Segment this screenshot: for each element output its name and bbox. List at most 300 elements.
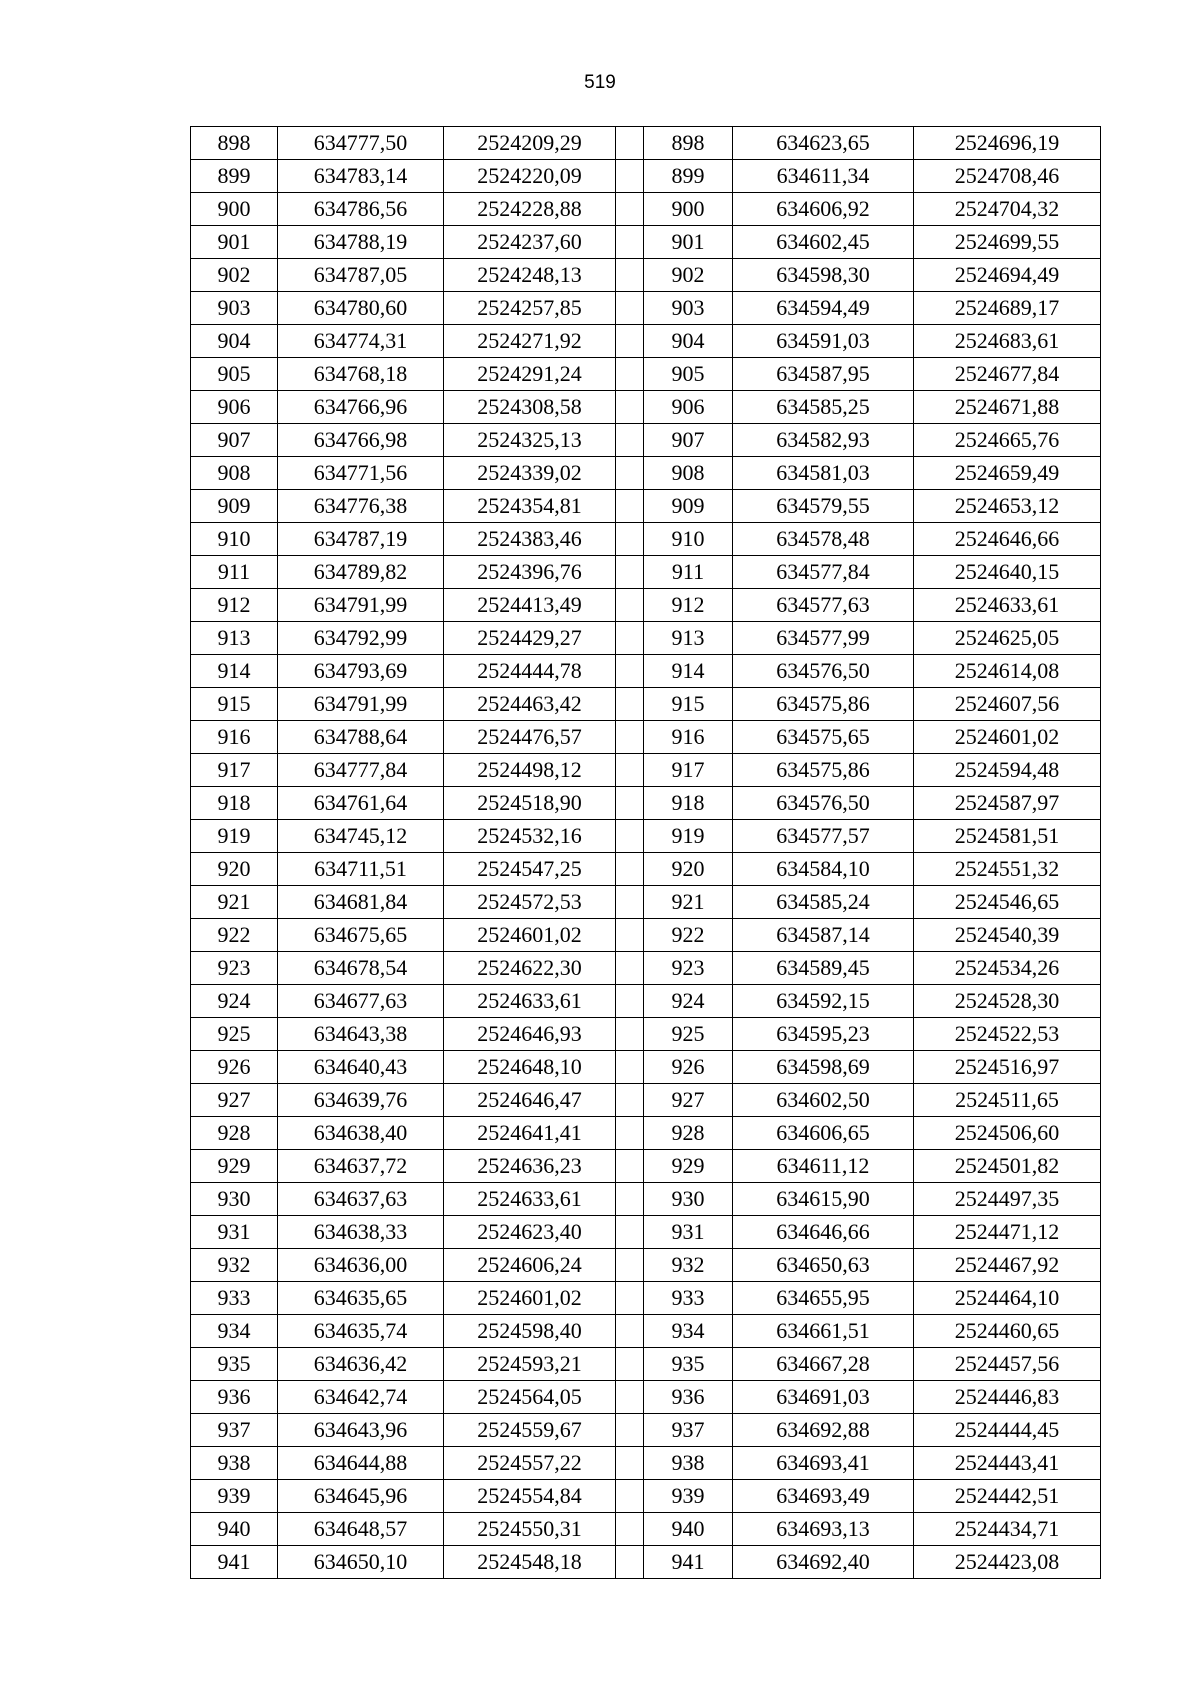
separator-cell — [616, 1414, 644, 1447]
left-point-number-cell: 916 — [191, 721, 278, 754]
left-y-coordinate-cell: 2524559,67 — [444, 1414, 616, 1447]
left-x-coordinate-cell: 634638,40 — [278, 1117, 444, 1150]
left-x-coordinate-cell: 634711,51 — [278, 853, 444, 886]
right-point-number-cell: 905 — [644, 358, 733, 391]
right-x-coordinate-cell: 634692,88 — [733, 1414, 914, 1447]
left-point-number-cell: 917 — [191, 754, 278, 787]
right-point-number-cell: 932 — [644, 1249, 733, 1282]
left-x-coordinate-cell: 634677,63 — [278, 985, 444, 1018]
separator-cell — [616, 1051, 644, 1084]
right-point-number-cell: 923 — [644, 952, 733, 985]
table-row — [191, 1150, 1101, 1183]
separator-cell — [616, 193, 644, 226]
right-point-number-cell: 907 — [644, 424, 733, 457]
right-x-coordinate-cell: 634592,15 — [733, 985, 914, 1018]
left-x-coordinate-cell: 634787,05 — [278, 259, 444, 292]
left-y-coordinate-cell: 2524325,13 — [444, 424, 616, 457]
right-point-number-cell: 911 — [644, 556, 733, 589]
separator-cell — [616, 1315, 644, 1348]
separator-cell — [616, 1084, 644, 1117]
right-point-number-cell: 901 — [644, 226, 733, 259]
right-y-coordinate-cell: 2524497,35 — [914, 1183, 1101, 1216]
left-y-coordinate-cell: 2524547,25 — [444, 853, 616, 886]
right-point-number-cell: 900 — [644, 193, 733, 226]
right-y-coordinate-cell: 2524540,39 — [914, 919, 1101, 952]
table-row — [191, 193, 1101, 226]
right-point-number-cell: 903 — [644, 292, 733, 325]
right-x-coordinate-cell: 634598,30 — [733, 259, 914, 292]
right-x-coordinate-cell: 634606,92 — [733, 193, 914, 226]
left-point-number-cell: 932 — [191, 1249, 278, 1282]
separator-cell — [616, 1183, 644, 1216]
right-point-number-cell: 937 — [644, 1414, 733, 1447]
separator-cell — [616, 424, 644, 457]
left-point-number-cell: 928 — [191, 1117, 278, 1150]
separator-cell — [616, 985, 644, 1018]
right-x-coordinate-cell: 634611,12 — [733, 1150, 914, 1183]
left-point-number-cell: 931 — [191, 1216, 278, 1249]
separator-cell — [616, 754, 644, 787]
right-x-coordinate-cell: 634575,86 — [733, 754, 914, 787]
left-x-coordinate-cell: 634640,43 — [278, 1051, 444, 1084]
left-y-coordinate-cell: 2524383,46 — [444, 523, 616, 556]
left-y-coordinate-cell: 2524646,93 — [444, 1018, 616, 1051]
right-y-coordinate-cell: 2524516,97 — [914, 1051, 1101, 1084]
right-x-coordinate-cell: 634611,34 — [733, 160, 914, 193]
left-x-coordinate-cell: 634650,10 — [278, 1546, 444, 1579]
left-point-number-cell: 913 — [191, 622, 278, 655]
left-y-coordinate-cell: 2524532,16 — [444, 820, 616, 853]
right-x-coordinate-cell: 634577,57 — [733, 820, 914, 853]
left-point-number-cell: 935 — [191, 1348, 278, 1381]
left-y-coordinate-cell: 2524339,02 — [444, 457, 616, 490]
table-row — [191, 655, 1101, 688]
right-y-coordinate-cell: 2524689,17 — [914, 292, 1101, 325]
left-y-coordinate-cell: 2524271,92 — [444, 325, 616, 358]
right-x-coordinate-cell: 634692,40 — [733, 1546, 914, 1579]
right-x-coordinate-cell: 634691,03 — [733, 1381, 914, 1414]
table-row — [191, 391, 1101, 424]
right-y-coordinate-cell: 2524653,12 — [914, 490, 1101, 523]
table-row — [191, 1117, 1101, 1150]
right-y-coordinate-cell: 2524594,48 — [914, 754, 1101, 787]
left-y-coordinate-cell: 2524444,78 — [444, 655, 616, 688]
left-y-coordinate-cell: 2524646,47 — [444, 1084, 616, 1117]
table-row — [191, 1051, 1101, 1084]
left-x-coordinate-cell: 634745,12 — [278, 820, 444, 853]
table-row — [191, 1381, 1101, 1414]
left-y-coordinate-cell: 2524622,30 — [444, 952, 616, 985]
right-x-coordinate-cell: 634594,49 — [733, 292, 914, 325]
left-x-coordinate-cell: 634678,54 — [278, 952, 444, 985]
left-x-coordinate-cell: 634635,74 — [278, 1315, 444, 1348]
right-y-coordinate-cell: 2524704,32 — [914, 193, 1101, 226]
table-row — [191, 1282, 1101, 1315]
right-x-coordinate-cell: 634589,45 — [733, 952, 914, 985]
left-point-number-cell: 934 — [191, 1315, 278, 1348]
left-point-number-cell: 930 — [191, 1183, 278, 1216]
left-point-number-cell: 905 — [191, 358, 278, 391]
left-y-coordinate-cell: 2524606,24 — [444, 1249, 616, 1282]
right-y-coordinate-cell: 2524467,92 — [914, 1249, 1101, 1282]
right-y-coordinate-cell: 2524683,61 — [914, 325, 1101, 358]
right-y-coordinate-cell: 2524534,26 — [914, 952, 1101, 985]
left-y-coordinate-cell: 2524633,61 — [444, 985, 616, 1018]
left-x-coordinate-cell: 634792,99 — [278, 622, 444, 655]
right-y-coordinate-cell: 2524551,32 — [914, 853, 1101, 886]
right-y-coordinate-cell: 2524464,10 — [914, 1282, 1101, 1315]
left-y-coordinate-cell: 2524572,53 — [444, 886, 616, 919]
right-x-coordinate-cell: 634579,55 — [733, 490, 914, 523]
right-y-coordinate-cell: 2524625,05 — [914, 622, 1101, 655]
left-x-coordinate-cell: 634675,65 — [278, 919, 444, 952]
left-x-coordinate-cell: 634788,19 — [278, 226, 444, 259]
left-x-coordinate-cell: 634643,96 — [278, 1414, 444, 1447]
separator-cell — [616, 127, 644, 160]
left-point-number-cell: 940 — [191, 1513, 278, 1546]
left-x-coordinate-cell: 634635,65 — [278, 1282, 444, 1315]
right-y-coordinate-cell: 2524511,65 — [914, 1084, 1101, 1117]
table-row — [191, 1546, 1101, 1579]
left-y-coordinate-cell: 2524518,90 — [444, 787, 616, 820]
right-x-coordinate-cell: 634606,65 — [733, 1117, 914, 1150]
left-y-coordinate-cell: 2524354,81 — [444, 490, 616, 523]
table-row — [191, 886, 1101, 919]
left-y-coordinate-cell: 2524209,29 — [444, 127, 616, 160]
left-point-number-cell: 901 — [191, 226, 278, 259]
left-x-coordinate-cell: 634644,88 — [278, 1447, 444, 1480]
right-y-coordinate-cell: 2524659,49 — [914, 457, 1101, 490]
separator-cell — [616, 622, 644, 655]
right-x-coordinate-cell: 634602,50 — [733, 1084, 914, 1117]
separator-cell — [616, 1513, 644, 1546]
separator-cell — [616, 1150, 644, 1183]
left-y-coordinate-cell: 2524257,85 — [444, 292, 616, 325]
table-row — [191, 325, 1101, 358]
right-x-coordinate-cell: 634693,49 — [733, 1480, 914, 1513]
left-x-coordinate-cell: 634788,64 — [278, 721, 444, 754]
left-y-coordinate-cell: 2524308,58 — [444, 391, 616, 424]
left-point-number-cell: 898 — [191, 127, 278, 160]
separator-cell — [616, 1546, 644, 1579]
right-y-coordinate-cell: 2524708,46 — [914, 160, 1101, 193]
left-x-coordinate-cell: 634681,84 — [278, 886, 444, 919]
separator-cell — [616, 1018, 644, 1051]
right-point-number-cell: 938 — [644, 1447, 733, 1480]
left-y-coordinate-cell: 2524548,18 — [444, 1546, 616, 1579]
left-x-coordinate-cell: 634766,96 — [278, 391, 444, 424]
right-x-coordinate-cell: 634587,14 — [733, 919, 914, 952]
left-x-coordinate-cell: 634636,00 — [278, 1249, 444, 1282]
right-point-number-cell: 904 — [644, 325, 733, 358]
right-x-coordinate-cell: 634595,23 — [733, 1018, 914, 1051]
left-point-number-cell: 920 — [191, 853, 278, 886]
page-number: 519 — [584, 72, 616, 93]
left-point-number-cell: 906 — [191, 391, 278, 424]
left-point-number-cell: 912 — [191, 589, 278, 622]
left-y-coordinate-cell: 2524550,31 — [444, 1513, 616, 1546]
left-point-number-cell: 918 — [191, 787, 278, 820]
left-y-coordinate-cell: 2524220,09 — [444, 160, 616, 193]
table-row — [191, 292, 1101, 325]
separator-cell — [616, 952, 644, 985]
right-y-coordinate-cell: 2524446,83 — [914, 1381, 1101, 1414]
separator-cell — [616, 292, 644, 325]
right-point-number-cell: 913 — [644, 622, 733, 655]
separator-cell — [616, 457, 644, 490]
separator-cell — [616, 1117, 644, 1150]
left-y-coordinate-cell: 2524228,88 — [444, 193, 616, 226]
table-row — [191, 1249, 1101, 1282]
right-x-coordinate-cell: 634581,03 — [733, 457, 914, 490]
left-point-number-cell: 908 — [191, 457, 278, 490]
right-point-number-cell: 917 — [644, 754, 733, 787]
separator-cell — [616, 853, 644, 886]
table-row — [191, 1513, 1101, 1546]
left-x-coordinate-cell: 634637,63 — [278, 1183, 444, 1216]
right-x-coordinate-cell: 634578,48 — [733, 523, 914, 556]
table-row — [191, 556, 1101, 589]
left-point-number-cell: 902 — [191, 259, 278, 292]
separator-cell — [616, 1447, 644, 1480]
left-x-coordinate-cell: 634636,42 — [278, 1348, 444, 1381]
table-row — [191, 1084, 1101, 1117]
right-y-coordinate-cell: 2524506,60 — [914, 1117, 1101, 1150]
right-point-number-cell: 922 — [644, 919, 733, 952]
table-row — [191, 127, 1101, 160]
left-x-coordinate-cell: 634648,57 — [278, 1513, 444, 1546]
table-row — [191, 853, 1101, 886]
right-x-coordinate-cell: 634598,69 — [733, 1051, 914, 1084]
left-point-number-cell: 939 — [191, 1480, 278, 1513]
left-y-coordinate-cell: 2524463,42 — [444, 688, 616, 721]
left-point-number-cell: 922 — [191, 919, 278, 952]
right-y-coordinate-cell: 2524640,15 — [914, 556, 1101, 589]
right-point-number-cell: 934 — [644, 1315, 733, 1348]
right-y-coordinate-cell: 2524434,71 — [914, 1513, 1101, 1546]
left-y-coordinate-cell: 2524598,40 — [444, 1315, 616, 1348]
left-point-number-cell: 938 — [191, 1447, 278, 1480]
right-x-coordinate-cell: 634575,86 — [733, 688, 914, 721]
right-point-number-cell: 926 — [644, 1051, 733, 1084]
right-x-coordinate-cell: 634576,50 — [733, 787, 914, 820]
separator-cell — [616, 1381, 644, 1414]
right-point-number-cell: 914 — [644, 655, 733, 688]
right-y-coordinate-cell: 2524601,02 — [914, 721, 1101, 754]
left-y-coordinate-cell: 2524601,02 — [444, 1282, 616, 1315]
left-point-number-cell: 925 — [191, 1018, 278, 1051]
separator-cell — [616, 1282, 644, 1315]
left-x-coordinate-cell: 634791,99 — [278, 589, 444, 622]
separator-cell — [616, 556, 644, 589]
right-x-coordinate-cell: 634693,13 — [733, 1513, 914, 1546]
left-x-coordinate-cell: 634786,56 — [278, 193, 444, 226]
table-row — [191, 589, 1101, 622]
left-point-number-cell: 911 — [191, 556, 278, 589]
right-x-coordinate-cell: 634615,90 — [733, 1183, 914, 1216]
separator-cell — [616, 523, 644, 556]
left-point-number-cell: 904 — [191, 325, 278, 358]
separator-cell — [616, 820, 644, 853]
right-x-coordinate-cell: 634577,99 — [733, 622, 914, 655]
right-y-coordinate-cell: 2524677,84 — [914, 358, 1101, 391]
table-row — [191, 952, 1101, 985]
table-row — [191, 160, 1101, 193]
right-x-coordinate-cell: 634576,50 — [733, 655, 914, 688]
table-row — [191, 688, 1101, 721]
left-point-number-cell: 909 — [191, 490, 278, 523]
separator-cell — [616, 259, 644, 292]
right-point-number-cell: 899 — [644, 160, 733, 193]
right-y-coordinate-cell: 2524646,66 — [914, 523, 1101, 556]
table-row — [191, 1414, 1101, 1447]
right-y-coordinate-cell: 2524614,08 — [914, 655, 1101, 688]
right-point-number-cell: 915 — [644, 688, 733, 721]
right-x-coordinate-cell: 634582,93 — [733, 424, 914, 457]
right-point-number-cell: 910 — [644, 523, 733, 556]
right-y-coordinate-cell: 2524471,12 — [914, 1216, 1101, 1249]
separator-cell — [616, 1249, 644, 1282]
separator-cell — [616, 919, 644, 952]
separator-cell — [616, 1216, 644, 1249]
table-row — [191, 358, 1101, 391]
right-point-number-cell: 909 — [644, 490, 733, 523]
table-row — [191, 1018, 1101, 1051]
right-x-coordinate-cell: 634585,25 — [733, 391, 914, 424]
right-y-coordinate-cell: 2524696,19 — [914, 127, 1101, 160]
left-y-coordinate-cell: 2524641,41 — [444, 1117, 616, 1150]
right-x-coordinate-cell: 634655,95 — [733, 1282, 914, 1315]
separator-cell — [616, 688, 644, 721]
right-y-coordinate-cell: 2524546,65 — [914, 886, 1101, 919]
left-x-coordinate-cell: 634643,38 — [278, 1018, 444, 1051]
right-point-number-cell: 916 — [644, 721, 733, 754]
table-row — [191, 490, 1101, 523]
right-point-number-cell: 935 — [644, 1348, 733, 1381]
right-point-number-cell: 902 — [644, 259, 733, 292]
table-row — [191, 424, 1101, 457]
table-row — [191, 1348, 1101, 1381]
left-x-coordinate-cell: 634783,14 — [278, 160, 444, 193]
right-point-number-cell: 930 — [644, 1183, 733, 1216]
right-y-coordinate-cell: 2524460,65 — [914, 1315, 1101, 1348]
table-row — [191, 820, 1101, 853]
left-y-coordinate-cell: 2524601,02 — [444, 919, 616, 952]
left-point-number-cell: 915 — [191, 688, 278, 721]
right-x-coordinate-cell: 634667,28 — [733, 1348, 914, 1381]
left-point-number-cell: 910 — [191, 523, 278, 556]
table-row — [191, 985, 1101, 1018]
table-row — [191, 1216, 1101, 1249]
left-y-coordinate-cell: 2524593,21 — [444, 1348, 616, 1381]
table-row — [191, 259, 1101, 292]
right-y-coordinate-cell: 2524501,82 — [914, 1150, 1101, 1183]
right-x-coordinate-cell: 634577,63 — [733, 589, 914, 622]
left-point-number-cell: 936 — [191, 1381, 278, 1414]
table-row — [191, 1480, 1101, 1513]
left-point-number-cell: 924 — [191, 985, 278, 1018]
left-point-number-cell: 907 — [191, 424, 278, 457]
left-point-number-cell: 900 — [191, 193, 278, 226]
left-y-coordinate-cell: 2524554,84 — [444, 1480, 616, 1513]
separator-cell — [616, 1480, 644, 1513]
right-x-coordinate-cell: 634577,84 — [733, 556, 914, 589]
table-row — [191, 523, 1101, 556]
table-row — [191, 1315, 1101, 1348]
left-y-coordinate-cell: 2524396,76 — [444, 556, 616, 589]
table-row — [191, 226, 1101, 259]
left-point-number-cell: 933 — [191, 1282, 278, 1315]
left-y-coordinate-cell: 2524291,24 — [444, 358, 616, 391]
right-point-number-cell: 898 — [644, 127, 733, 160]
right-y-coordinate-cell: 2524444,45 — [914, 1414, 1101, 1447]
right-point-number-cell: 929 — [644, 1150, 733, 1183]
left-x-coordinate-cell: 634642,74 — [278, 1381, 444, 1414]
left-x-coordinate-cell: 634789,82 — [278, 556, 444, 589]
right-y-coordinate-cell: 2524633,61 — [914, 589, 1101, 622]
left-x-coordinate-cell: 634777,84 — [278, 754, 444, 787]
right-point-number-cell: 921 — [644, 886, 733, 919]
left-y-coordinate-cell: 2524564,05 — [444, 1381, 616, 1414]
left-x-coordinate-cell: 634637,72 — [278, 1150, 444, 1183]
left-point-number-cell: 919 — [191, 820, 278, 853]
left-x-coordinate-cell: 634776,38 — [278, 490, 444, 523]
right-y-coordinate-cell: 2524528,30 — [914, 985, 1101, 1018]
table-row — [191, 1447, 1101, 1480]
left-point-number-cell: 923 — [191, 952, 278, 985]
right-x-coordinate-cell: 634591,03 — [733, 325, 914, 358]
separator-cell — [616, 358, 644, 391]
right-y-coordinate-cell: 2524665,76 — [914, 424, 1101, 457]
separator-cell — [616, 787, 644, 820]
right-x-coordinate-cell: 634585,24 — [733, 886, 914, 919]
right-y-coordinate-cell: 2524423,08 — [914, 1546, 1101, 1579]
left-y-coordinate-cell: 2524623,40 — [444, 1216, 616, 1249]
right-point-number-cell: 940 — [644, 1513, 733, 1546]
table-row — [191, 919, 1101, 952]
right-y-coordinate-cell: 2524442,51 — [914, 1480, 1101, 1513]
left-x-coordinate-cell: 634645,96 — [278, 1480, 444, 1513]
right-point-number-cell: 927 — [644, 1084, 733, 1117]
left-y-coordinate-cell: 2524429,27 — [444, 622, 616, 655]
left-x-coordinate-cell: 634777,50 — [278, 127, 444, 160]
right-point-number-cell: 928 — [644, 1117, 733, 1150]
right-x-coordinate-cell: 634584,10 — [733, 853, 914, 886]
left-y-coordinate-cell: 2524248,13 — [444, 259, 616, 292]
table-row — [191, 457, 1101, 490]
right-x-coordinate-cell: 634623,65 — [733, 127, 914, 160]
right-y-coordinate-cell: 2524694,49 — [914, 259, 1101, 292]
right-point-number-cell: 939 — [644, 1480, 733, 1513]
left-point-number-cell: 929 — [191, 1150, 278, 1183]
table-row — [191, 787, 1101, 820]
left-x-coordinate-cell: 634791,99 — [278, 688, 444, 721]
right-y-coordinate-cell: 2524587,97 — [914, 787, 1101, 820]
left-y-coordinate-cell: 2524413,49 — [444, 589, 616, 622]
left-x-coordinate-cell: 634780,60 — [278, 292, 444, 325]
table-row — [191, 721, 1101, 754]
right-point-number-cell: 941 — [644, 1546, 733, 1579]
separator-cell — [616, 226, 644, 259]
right-y-coordinate-cell: 2524457,56 — [914, 1348, 1101, 1381]
right-point-number-cell: 933 — [644, 1282, 733, 1315]
right-x-coordinate-cell: 634587,95 — [733, 358, 914, 391]
right-point-number-cell: 906 — [644, 391, 733, 424]
right-x-coordinate-cell: 634661,51 — [733, 1315, 914, 1348]
table-row — [191, 622, 1101, 655]
left-x-coordinate-cell: 634774,31 — [278, 325, 444, 358]
right-y-coordinate-cell: 2524581,51 — [914, 820, 1101, 853]
